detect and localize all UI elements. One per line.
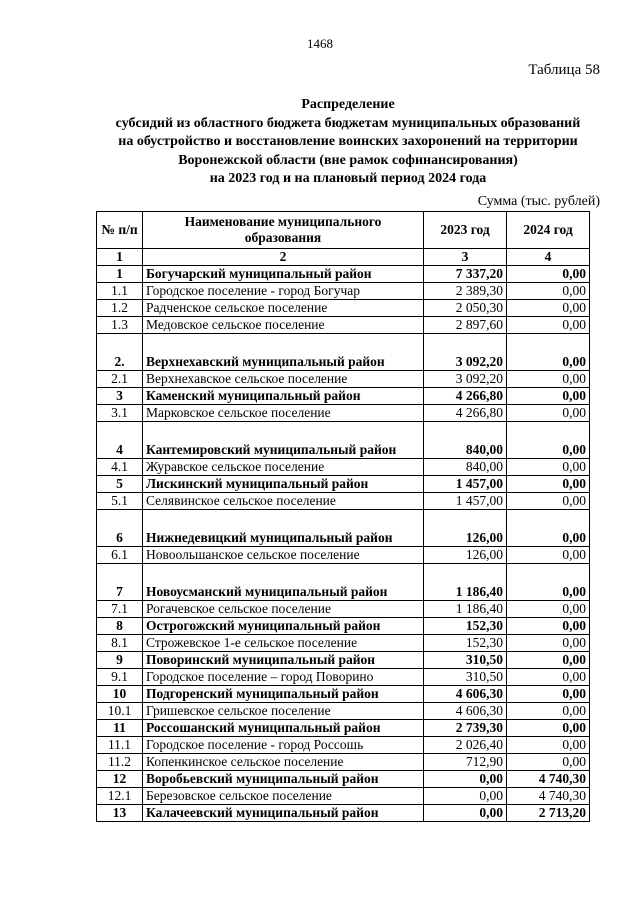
row-number: 11.1 bbox=[97, 737, 143, 754]
row-name: Воробьевский муниципальный район bbox=[143, 771, 424, 788]
row-name: Селявинское сельское поселение bbox=[143, 493, 424, 510]
row-number: 1.3 bbox=[97, 317, 143, 334]
index-cell: 1 bbox=[97, 249, 143, 266]
row-name: Новоольшанское сельское поселение bbox=[143, 547, 424, 564]
table-row bbox=[97, 652, 590, 669]
row-number: 5 bbox=[97, 476, 143, 493]
row-number: 10.1 bbox=[97, 703, 143, 720]
row-number: 4 bbox=[97, 422, 143, 459]
row-value-2023: 2 026,40 bbox=[424, 737, 507, 754]
table-row bbox=[97, 720, 590, 737]
row-value-2024: 0,00 bbox=[507, 601, 590, 618]
row-value-2024: 0,00 bbox=[507, 459, 590, 476]
row-name: Калачеевский муниципальный район bbox=[143, 805, 424, 822]
row-name: Новоусманский муниципальный район bbox=[143, 564, 424, 601]
row-name: Копенкинское сельское поселение bbox=[143, 754, 424, 771]
row-value-2024: 0,00 bbox=[507, 720, 590, 737]
row-value-2024: 0,00 bbox=[507, 266, 590, 283]
row-value-2024: 0,00 bbox=[507, 652, 590, 669]
row-name: Березовское сельское поселение bbox=[143, 788, 424, 805]
row-value-2023: 1 457,00 bbox=[424, 476, 507, 493]
table-row bbox=[97, 564, 590, 601]
title-line: на 2023 год и на плановый период 2024 года bbox=[209, 171, 487, 186]
row-name: Городское поселение – город Поворино bbox=[143, 669, 424, 686]
table-label: Таблица 58 bbox=[528, 62, 600, 78]
row-value-2024: 0,00 bbox=[507, 334, 590, 371]
row-number: 1.2 bbox=[97, 300, 143, 317]
row-value-2023: 0,00 bbox=[424, 788, 507, 805]
row-value-2023: 3 092,20 bbox=[424, 371, 507, 388]
row-name: Городское поселение - город Богучар bbox=[143, 283, 424, 300]
column-index-row bbox=[97, 249, 590, 266]
row-value-2023: 2 897,60 bbox=[424, 317, 507, 334]
row-value-2023: 310,50 bbox=[424, 652, 507, 669]
header-2024: 2024 год bbox=[507, 212, 590, 249]
table-row bbox=[97, 618, 590, 635]
row-name: Городское поселение - город Россошь bbox=[143, 737, 424, 754]
row-value-2024: 0,00 bbox=[507, 317, 590, 334]
row-number: 1 bbox=[97, 266, 143, 283]
table-row bbox=[97, 754, 590, 771]
table-row bbox=[97, 371, 590, 388]
row-value-2023: 712,90 bbox=[424, 754, 507, 771]
row-number: 10 bbox=[97, 686, 143, 703]
row-name: Острогожский муниципальный район bbox=[143, 618, 424, 635]
row-value-2023: 3 092,20 bbox=[424, 334, 507, 371]
row-value-2024: 0,00 bbox=[507, 283, 590, 300]
row-number: 5.1 bbox=[97, 493, 143, 510]
row-name: Нижнедевицкий муниципальный район bbox=[143, 510, 424, 547]
index-cell: 2 bbox=[143, 249, 424, 266]
row-value-2024: 0,00 bbox=[507, 635, 590, 652]
header-num: № п/п bbox=[97, 212, 143, 249]
title-line: Воронежской области (вне рамок софинансирования) bbox=[178, 152, 518, 168]
header-name: Наименование муниципального образования bbox=[143, 212, 424, 249]
row-name: Марковское сельское поселение bbox=[143, 405, 424, 422]
title-line: на обустройство и восстановление воинских захоронений на территории bbox=[118, 134, 578, 149]
table-row bbox=[97, 300, 590, 317]
table-row bbox=[97, 669, 590, 686]
table-row bbox=[97, 405, 590, 422]
row-number: 8 bbox=[97, 618, 143, 635]
title-line: Распределение bbox=[301, 97, 395, 112]
row-number: 7.1 bbox=[97, 601, 143, 618]
row-name: Богучарский муниципальный район bbox=[143, 266, 424, 283]
row-number: 3.1 bbox=[97, 405, 143, 422]
row-value-2023: 2 389,30 bbox=[424, 283, 507, 300]
row-value-2023: 840,00 bbox=[424, 459, 507, 476]
row-value-2023: 4 606,30 bbox=[424, 686, 507, 703]
row-value-2024: 0,00 bbox=[507, 703, 590, 720]
row-name: Кантемировский муниципальный район bbox=[143, 422, 424, 459]
row-number: 4.1 bbox=[97, 459, 143, 476]
row-value-2024: 2 713,20 bbox=[507, 805, 590, 822]
table-row bbox=[97, 805, 590, 822]
row-name: Россошанский муниципальный район bbox=[143, 720, 424, 737]
table-row bbox=[97, 266, 590, 283]
row-value-2023: 126,00 bbox=[424, 547, 507, 564]
table-row bbox=[97, 686, 590, 703]
row-number: 11.2 bbox=[97, 754, 143, 771]
row-value-2023: 4 606,30 bbox=[424, 703, 507, 720]
row-number: 9.1 bbox=[97, 669, 143, 686]
row-value-2023: 1 186,40 bbox=[424, 564, 507, 601]
row-value-2023: 152,30 bbox=[424, 618, 507, 635]
table-row bbox=[97, 547, 590, 564]
table-row bbox=[97, 635, 590, 652]
row-name: Гришевское сельское поселение bbox=[143, 703, 424, 720]
row-number: 9 bbox=[97, 652, 143, 669]
row-number: 8.1 bbox=[97, 635, 143, 652]
row-name: Верхнехавское сельское поселение bbox=[143, 371, 424, 388]
document-title bbox=[80, 96, 616, 189]
table-row bbox=[97, 771, 590, 788]
row-number: 6.1 bbox=[97, 547, 143, 564]
row-value-2024: 0,00 bbox=[507, 564, 590, 601]
table-row bbox=[97, 317, 590, 334]
row-value-2024: 0,00 bbox=[507, 754, 590, 771]
row-value-2024: 0,00 bbox=[507, 371, 590, 388]
row-name: Строжевское 1-е сельское поселение bbox=[143, 635, 424, 652]
row-number: 2. bbox=[97, 334, 143, 371]
table-header-row bbox=[97, 212, 590, 249]
row-value-2023: 2 050,30 bbox=[424, 300, 507, 317]
table-row bbox=[97, 422, 590, 459]
row-value-2023: 4 266,80 bbox=[424, 405, 507, 422]
row-value-2023: 1 186,40 bbox=[424, 601, 507, 618]
table-row bbox=[97, 476, 590, 493]
row-name: Рогачевское сельское поселение bbox=[143, 601, 424, 618]
table-row bbox=[97, 334, 590, 371]
row-value-2023: 2 739,30 bbox=[424, 720, 507, 737]
row-name: Каменский муниципальный район bbox=[143, 388, 424, 405]
row-value-2023: 310,50 bbox=[424, 669, 507, 686]
row-value-2024: 0,00 bbox=[507, 422, 590, 459]
row-value-2023: 840,00 bbox=[424, 422, 507, 459]
row-name: Верхнехавский муниципальный район bbox=[143, 334, 424, 371]
header-2023: 2023 год bbox=[424, 212, 507, 249]
row-value-2023: 1 457,00 bbox=[424, 493, 507, 510]
row-number: 2.1 bbox=[97, 371, 143, 388]
table-row bbox=[97, 788, 590, 805]
table-row bbox=[97, 510, 590, 547]
row-value-2023: 7 337,20 bbox=[424, 266, 507, 283]
row-value-2024: 0,00 bbox=[507, 737, 590, 754]
row-value-2024: 0,00 bbox=[507, 388, 590, 405]
row-number: 7 bbox=[97, 564, 143, 601]
row-number: 13 bbox=[97, 805, 143, 822]
row-number: 12.1 bbox=[97, 788, 143, 805]
table-row bbox=[97, 283, 590, 300]
row-value-2024: 0,00 bbox=[507, 300, 590, 317]
row-name: Журавское сельское поселение bbox=[143, 459, 424, 476]
table-body bbox=[97, 249, 590, 822]
title-line: субсидий из областного бюджета бюджетам муниципальных образований bbox=[115, 115, 581, 131]
row-value-2023: 126,00 bbox=[424, 510, 507, 547]
row-number: 1.1 bbox=[97, 283, 143, 300]
unit-label: Сумма (тыс. рублей) bbox=[477, 194, 600, 209]
row-value-2023: 0,00 bbox=[424, 805, 507, 822]
row-number: 12 bbox=[97, 771, 143, 788]
row-number: 11 bbox=[97, 720, 143, 737]
row-value-2024: 0,00 bbox=[507, 686, 590, 703]
subsidy-table bbox=[96, 211, 590, 822]
row-value-2023: 4 266,80 bbox=[424, 388, 507, 405]
table-row bbox=[97, 601, 590, 618]
row-value-2023: 0,00 bbox=[424, 771, 507, 788]
row-value-2024: 0,00 bbox=[507, 476, 590, 493]
table-row bbox=[97, 493, 590, 510]
row-name: Радченское сельское поселение bbox=[143, 300, 424, 317]
row-value-2024: 0,00 bbox=[507, 547, 590, 564]
row-name: Лискинский муниципальный район bbox=[143, 476, 424, 493]
row-value-2024: 0,00 bbox=[507, 618, 590, 635]
index-cell: 4 bbox=[507, 249, 590, 266]
row-value-2024: 0,00 bbox=[507, 493, 590, 510]
row-number: 3 bbox=[97, 388, 143, 405]
row-value-2024: 0,00 bbox=[507, 510, 590, 547]
row-value-2023: 152,30 bbox=[424, 635, 507, 652]
row-number: 6 bbox=[97, 510, 143, 547]
row-name: Поворинский муниципальный район bbox=[143, 652, 424, 669]
row-value-2024: 0,00 bbox=[507, 405, 590, 422]
row-name: Медовское сельское поселение bbox=[143, 317, 424, 334]
row-value-2024: 0,00 bbox=[507, 669, 590, 686]
index-cell: 3 bbox=[424, 249, 507, 266]
row-value-2024: 4 740,30 bbox=[507, 788, 590, 805]
table-row bbox=[97, 703, 590, 720]
page-number: 1468 bbox=[307, 36, 333, 51]
table-row bbox=[97, 737, 590, 754]
row-name: Подгоренский муниципальный район bbox=[143, 686, 424, 703]
table-row bbox=[97, 459, 590, 476]
row-value-2024: 4 740,30 bbox=[507, 771, 590, 788]
table-row bbox=[97, 388, 590, 405]
